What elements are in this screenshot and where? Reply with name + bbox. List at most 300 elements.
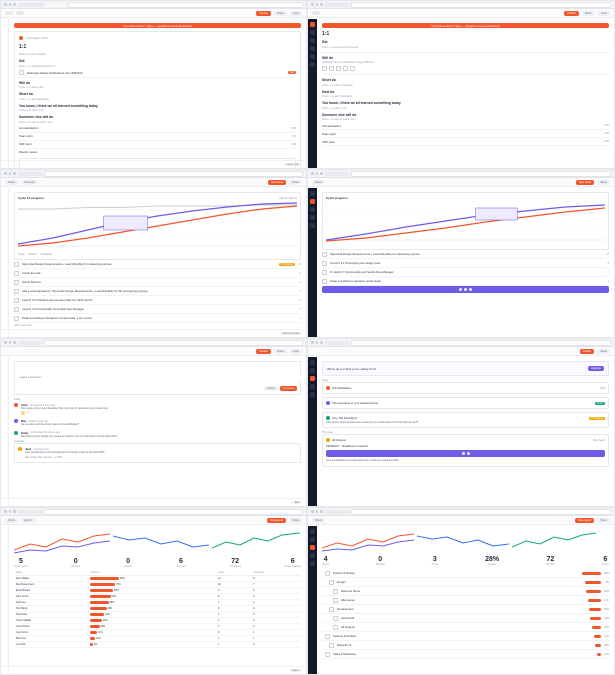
window-close-icon[interactable] [311, 172, 314, 175]
rating-row-1[interactable] [322, 130, 609, 138]
cell-progress: 86% [88, 576, 216, 582]
section-heading-2: Short do [19, 92, 33, 96]
roadmap-subrow[interactable] [14, 314, 301, 323]
roadmap-row-count: 1 [299, 289, 301, 293]
rating-label: UMF level [322, 139, 335, 144]
home-icon[interactable] [310, 22, 315, 27]
chevron-down-icon[interactable] [333, 598, 338, 603]
comments-icon[interactable] [310, 376, 315, 381]
tree-row[interactable] [322, 578, 609, 587]
cell-progress: 49% [88, 606, 216, 612]
roadmap-row[interactable] [322, 250, 609, 259]
browser-chrome [308, 339, 614, 347]
list-item[interactable] [322, 397, 609, 409]
group-by-button[interactable]: Group by [21, 180, 38, 185]
new-issue-button[interactable]: New issue [268, 180, 286, 185]
roadmap-row[interactable] [14, 260, 301, 269]
color-swatch-icon[interactable] [459, 288, 462, 291]
cancel-button[interactable]: Cancel [264, 386, 278, 391]
attachment-name[interactable]: Spec Page PDF overview [25, 455, 53, 459]
app-toolbar [308, 516, 614, 525]
tree-row[interactable] [322, 623, 609, 632]
url-bar[interactable] [44, 340, 304, 346]
comment-text: Reminders of the people who create an account you can still want to set the date with? [21, 434, 117, 438]
share-button[interactable]: Share [597, 349, 610, 354]
color-swatch-icon[interactable] [469, 288, 472, 291]
panel-footer [1, 666, 306, 674]
chevron-down-icon[interactable] [333, 589, 338, 594]
invite-button[interactable]: Invite [290, 349, 302, 354]
chart-row [14, 530, 301, 556]
list-item[interactable] [322, 382, 609, 394]
cell-name: Emily Brooks [14, 588, 88, 594]
cell-name: Omar Haddad [14, 618, 88, 624]
cell-progress: 21% [88, 630, 216, 636]
checkbox-icon[interactable] [19, 70, 24, 75]
roadmap-row-count: 12 [298, 262, 301, 266]
comment-meta: commented 2 hours ago [29, 403, 56, 407]
share-button[interactable]: Share [274, 11, 287, 16]
col-name[interactable]: Name [14, 571, 88, 576]
export-button[interactable]: Export [21, 518, 35, 523]
roadmap-row-title: Owner Burnout [22, 280, 41, 284]
col-issues[interactable]: Issues [216, 571, 251, 576]
window-zoom-icon[interactable] [13, 510, 16, 513]
inbox-icon[interactable] [310, 368, 315, 373]
chart-svg [326, 200, 605, 246]
window-close-icon[interactable] [311, 341, 314, 344]
tree-row[interactable] [322, 641, 609, 650]
tree-row[interactable] [322, 650, 609, 659]
progress-bar [590, 617, 601, 620]
sparkline-chart-3 [512, 530, 596, 554]
kpi [322, 556, 329, 566]
invite-button[interactable]: Invite [290, 11, 302, 16]
nav-rail [308, 357, 317, 506]
url-bar[interactable] [351, 340, 612, 346]
rating-value: 7/10 [291, 134, 296, 138]
app-toolbar [308, 347, 614, 356]
legend-1: Started [28, 253, 37, 256]
back-icon[interactable] [312, 11, 320, 15]
section-heading-5: Someone else will do [322, 112, 357, 117]
cell-progress: 42% [88, 612, 216, 618]
tree-label: Product & Design [333, 571, 355, 575]
cell-issues: 6 [216, 606, 251, 612]
settings-icon[interactable] [310, 392, 315, 397]
color-swatch-icon[interactable] [462, 452, 465, 455]
window-zoom-icon[interactable] [320, 3, 323, 6]
browser-tab-0[interactable] [325, 3, 349, 7]
tree-label: Jacob Hall [341, 616, 355, 620]
window-minimize-icon[interactable] [9, 341, 12, 344]
comment-composer[interactable] [14, 361, 301, 395]
rating-row-2[interactable] [322, 138, 609, 146]
browser-tab-1[interactable] [46, 3, 66, 7]
rating-row-0[interactable] [19, 125, 296, 133]
filters-button[interactable]: Filters [5, 180, 18, 185]
section-heading-1: Will do [322, 55, 334, 60]
rating-label: Job satisfaction [19, 126, 39, 130]
roadmap-row-title: To build 2.7 Functionality and handle New Manager [330, 270, 394, 274]
sparkline-chart-1 [14, 530, 110, 556]
comment-author: Emily [21, 430, 29, 435]
tree-label: Development [337, 607, 354, 611]
publish-button[interactable]: Publish [256, 349, 271, 354]
window-zoom-icon[interactable] [13, 341, 16, 344]
cell-issues: 2 [216, 636, 251, 642]
checkbox-icon[interactable] [14, 298, 19, 303]
tree-row[interactable] [322, 605, 609, 614]
roadmap-row-title: Launch 2.5 Functionality and public New Manager [22, 307, 85, 311]
url-bar[interactable] [44, 509, 304, 515]
attachment-size: 2.4 MB [54, 455, 62, 459]
status-badge: Done [597, 401, 603, 405]
window-minimize-icon[interactable] [9, 510, 12, 513]
tree-label: Rebecca Stone [341, 589, 361, 593]
progress-bar [597, 653, 602, 656]
roadmap-subrow[interactable] [14, 296, 301, 305]
kpi-label: Blocked [71, 565, 80, 568]
tree-value: 21% [604, 652, 609, 656]
app-toolbar [308, 9, 614, 18]
comment-input[interactable] [18, 375, 301, 380]
roadmap-row[interactable] [322, 268, 609, 277]
kpi [123, 558, 132, 568]
item-label: The new items in your Uptown Home [332, 401, 378, 405]
tree-row[interactable] [322, 614, 609, 623]
browser-tab-0[interactable] [18, 172, 42, 176]
panel-analytics [0, 507, 307, 675]
window-minimize-icon[interactable] [316, 510, 319, 513]
rating-value: 5/10 [291, 142, 296, 146]
col-completed[interactable]: Completed [251, 571, 301, 576]
legend-0: Scope [18, 253, 25, 256]
panel-footer [1, 329, 306, 337]
new-report-button[interactable]: New report [267, 518, 286, 523]
team-icon[interactable] [310, 54, 315, 59]
left-rail [1, 357, 9, 506]
kpi-value: 0 [378, 556, 383, 563]
roadmap-subrow[interactable] [14, 287, 301, 296]
kpi-label: In review [176, 565, 186, 568]
cell-completed: 3 [251, 612, 301, 618]
window-zoom-icon[interactable] [320, 172, 323, 175]
share-button[interactable]: Share [597, 180, 610, 185]
add-task-link[interactable]: Add a new task [14, 324, 32, 327]
item-label: Job satisfaction [332, 386, 352, 390]
analytics-icon[interactable] [310, 545, 315, 550]
publish-button[interactable]: Publish [256, 11, 271, 16]
url-bar[interactable] [351, 2, 612, 8]
tree-row[interactable] [322, 569, 609, 578]
roadmap-icon[interactable] [310, 46, 315, 51]
cell-progress: 55% [88, 600, 216, 606]
panel-footer [1, 160, 306, 168]
window-minimize-icon[interactable] [316, 172, 319, 175]
section-heading-0: Did [19, 59, 25, 63]
add-badge[interactable]: Add [289, 71, 294, 74]
tree-row[interactable] [322, 587, 609, 596]
cell-completed: 3 [251, 606, 301, 612]
window-close-icon[interactable] [4, 3, 7, 6]
section-heading-3: You know, I think we all learned something today [19, 103, 98, 108]
list-item[interactable] [322, 434, 609, 466]
tree-value: 55% [604, 607, 609, 611]
chart-range: Mar 01 – Mar 31 [279, 196, 297, 200]
panel-analytics-dark [307, 507, 615, 675]
analytics-content [9, 526, 306, 674]
checkbox-icon[interactable] [14, 316, 19, 321]
panel-roadmap-dark [307, 169, 615, 338]
tree-label: Deborah Hi… [337, 643, 354, 647]
share-button[interactable]: Share [289, 180, 302, 185]
cell-completed: 0 [251, 642, 301, 648]
comment-item [14, 401, 301, 417]
chart-title: Cycle progress [326, 196, 348, 200]
checkbox-icon[interactable] [14, 280, 19, 285]
attachment-card[interactable] [14, 443, 301, 462]
window-close-icon[interactable] [311, 3, 314, 6]
tree-label: Design [337, 580, 346, 584]
section-hint-1: Redesign Design Notifications page #29761F [322, 61, 375, 64]
roadmap-subrow[interactable] [14, 305, 301, 314]
progress-bar [588, 599, 601, 602]
window-minimize-icon[interactable] [9, 172, 12, 175]
window-minimize-icon[interactable] [316, 341, 319, 344]
checkbox-icon[interactable] [14, 262, 19, 267]
inbox-icon[interactable] [310, 30, 315, 35]
rating-row-3[interactable] [19, 149, 296, 156]
kpi [602, 556, 609, 566]
cell-issues: 10 [216, 582, 251, 588]
publish-button[interactable]: Publish [580, 349, 595, 354]
window-minimize-icon[interactable] [9, 3, 12, 6]
rating-label: Weekly review [19, 150, 37, 154]
browser-tab-0[interactable] [325, 510, 349, 514]
checkbox-icon[interactable] [14, 271, 19, 276]
roadmap-row-title: Check the task [22, 271, 41, 275]
home-icon[interactable] [310, 529, 315, 534]
tree-row[interactable] [322, 596, 609, 605]
nav-rail [308, 188, 317, 337]
forward-icon[interactable] [16, 11, 24, 15]
invite-button[interactable]: Invite [598, 11, 610, 16]
window-close-icon[interactable] [4, 510, 7, 513]
window-zoom-icon[interactable] [13, 172, 16, 175]
team-icon[interactable] [310, 384, 315, 389]
roadmap-subrow[interactable] [14, 278, 301, 287]
reaction-icon[interactable] [21, 411, 25, 415]
cell-name: Alice Walker [14, 576, 88, 582]
kpi [284, 558, 300, 568]
checkbox-icon[interactable] [322, 270, 327, 275]
browser-chrome [1, 339, 306, 347]
upgrade-button[interactable]: Upgrade [588, 366, 604, 371]
cell-progress: 68% [88, 588, 216, 594]
checkbox-icon[interactable] [14, 289, 19, 294]
share-button[interactable]: Share [289, 518, 302, 523]
edit-button[interactable]: Edit [292, 501, 302, 504]
legend-2: Completed [40, 253, 53, 256]
rating-row-2[interactable] [19, 141, 296, 149]
cell-progress: 61% [88, 594, 216, 600]
kpi-label: At risk [431, 563, 439, 566]
browser-chrome [1, 170, 306, 178]
learn-more-link[interactable]: Learn more [284, 163, 302, 166]
section-heading-2: Short do [322, 78, 336, 82]
breadcrumb: Team space / Docs [26, 36, 49, 40]
checkbox-icon[interactable] [14, 307, 19, 312]
progress-bar [582, 572, 601, 575]
back-icon[interactable] [5, 11, 13, 15]
roadmap-row-title: Add a potential task for: Skyrocket Design Requirements + Lead (Flexible) for 3D prototyping purpose [22, 289, 148, 293]
avatar [326, 401, 330, 405]
sparkline-chart-3 [212, 530, 300, 556]
chevron-down-icon[interactable] [333, 625, 338, 630]
url-bar[interactable] [44, 171, 304, 177]
kpi-label: Cycles [601, 563, 609, 566]
cell-name: Max Mustermann [14, 582, 88, 588]
kpi-value: 72 [546, 556, 555, 563]
help-link[interactable]: Add a new task [280, 332, 302, 335]
settings-icon[interactable] [310, 223, 315, 228]
chevron-down-icon[interactable] [329, 643, 334, 648]
share-button[interactable]: Share [597, 518, 610, 523]
home-icon[interactable] [310, 360, 315, 365]
chevron-down-icon[interactable] [329, 607, 334, 612]
chevron-down-icon[interactable] [325, 652, 330, 657]
item-status: 8/10 [600, 386, 605, 390]
filters-button[interactable]: Filters [5, 518, 18, 523]
window-minimize-icon[interactable] [316, 3, 319, 6]
filters-button[interactable]: Filters [312, 518, 325, 523]
rating-row-1[interactable] [19, 133, 296, 141]
color-swatch-icon[interactable] [467, 452, 470, 455]
col-progress[interactable]: Progress [88, 571, 216, 576]
cell-issues: 12 [216, 576, 251, 582]
settings-icon[interactable] [310, 561, 315, 566]
upgrade-banner [322, 361, 609, 376]
tree-value: 86% [604, 571, 609, 575]
share-button[interactable]: Share [274, 349, 287, 354]
publish-button[interactable]: Publish [564, 11, 579, 16]
panel-doc-editor [0, 0, 307, 169]
browser-tab-0[interactable] [18, 341, 42, 345]
window-zoom-icon[interactable] [13, 3, 16, 6]
comment-meta: commented 45 minutes ago [30, 431, 60, 435]
browser-tab-0[interactable] [18, 510, 42, 514]
browser-tab-0[interactable] [325, 341, 349, 345]
docs-icon[interactable] [310, 207, 315, 212]
banner-text: Where do you think you're calling from? [327, 366, 377, 371]
item-subtitle: PRODUCT · Readiness 1 Launch [326, 444, 368, 449]
submit-comment-button[interactable]: Comment [280, 386, 297, 391]
roadmap-subrow[interactable] [14, 269, 301, 278]
window-zoom-icon[interactable] [320, 341, 323, 344]
filters-button[interactable]: Filters [312, 180, 325, 185]
home-icon[interactable] [310, 191, 315, 196]
tree-row[interactable] [322, 632, 609, 641]
color-swatch-icon[interactable] [464, 288, 467, 291]
window-close-icon[interactable] [4, 172, 7, 175]
section-hint-5: Press + to add an action item [322, 118, 356, 121]
chevron-down-icon[interactable] [325, 571, 330, 576]
cell-name: Jack Turner [14, 594, 88, 600]
new-report-button[interactable]: New report [575, 518, 594, 523]
tree-value: 42% [604, 625, 609, 629]
section-hint-0: Press + to add accomplishment [19, 64, 56, 68]
checkbox-icon[interactable] [322, 252, 327, 257]
progress-bar [592, 626, 601, 629]
cell-completed: 1 [251, 630, 301, 636]
roadmap-row[interactable] [322, 277, 609, 286]
window-zoom-icon[interactable] [320, 510, 323, 513]
cell-issues: 3 [216, 624, 251, 630]
window-close-icon[interactable] [4, 341, 7, 344]
new-issue-button[interactable]: New issue [576, 180, 594, 185]
panel-footer [1, 498, 306, 506]
settings-icon[interactable] [310, 62, 315, 67]
avatar [19, 36, 23, 40]
cell-progress: 9% [88, 642, 216, 648]
section-item-0[interactable] [19, 69, 296, 78]
chevron-down-icon[interactable] [325, 634, 330, 639]
rating-label: Job satisfaction [322, 123, 342, 128]
share-button[interactable]: Share [582, 11, 595, 16]
browser-chrome [308, 508, 614, 516]
roadmap-icon[interactable] [310, 537, 315, 542]
roadmap-row-count: 3 [299, 271, 301, 275]
avatar [18, 447, 22, 451]
comments-content [9, 357, 306, 506]
url-bar[interactable] [351, 171, 612, 177]
cell-name: Lena Fischer [14, 624, 88, 630]
selection-toolbar[interactable] [322, 286, 609, 293]
roadmap-row[interactable] [322, 259, 609, 268]
chevron-down-icon[interactable] [329, 580, 334, 585]
checkbox-icon[interactable] [322, 261, 327, 266]
table-row[interactable] [14, 642, 301, 648]
docs-icon[interactable] [310, 38, 315, 43]
chevron-down-icon[interactable] [333, 616, 338, 621]
browser-tab-0[interactable] [18, 3, 44, 7]
comment-meta: mentioned you [33, 447, 49, 451]
section-heading-4: You know, I think we all learned something today [322, 101, 401, 105]
browser-tab-0[interactable] [325, 172, 349, 176]
url-bar[interactable] [68, 2, 304, 8]
team-icon[interactable] [310, 553, 315, 558]
team-icon[interactable] [310, 215, 315, 220]
roadmap-content [9, 188, 306, 337]
checkbox-icon[interactable] [322, 279, 327, 284]
kpi [431, 556, 438, 566]
cell-issues: 9 [216, 588, 251, 594]
roadmap-row-title: Convert 3.1 Prototyping into design tools [330, 261, 381, 265]
selection-toolbar[interactable] [326, 450, 605, 457]
analytics-content [317, 526, 614, 674]
window-close-icon[interactable] [311, 510, 314, 513]
rating-scale[interactable] [322, 66, 609, 71]
roadmap-icon[interactable] [310, 199, 315, 204]
rating-row-0[interactable] [322, 122, 609, 130]
doc-content [9, 19, 306, 168]
url-bar[interactable] [351, 509, 612, 515]
list-item[interactable] [322, 412, 609, 428]
cell-completed: 6 [251, 588, 301, 594]
cell-completed: 2 [251, 618, 301, 624]
export-link[interactable]: Export [289, 669, 302, 672]
